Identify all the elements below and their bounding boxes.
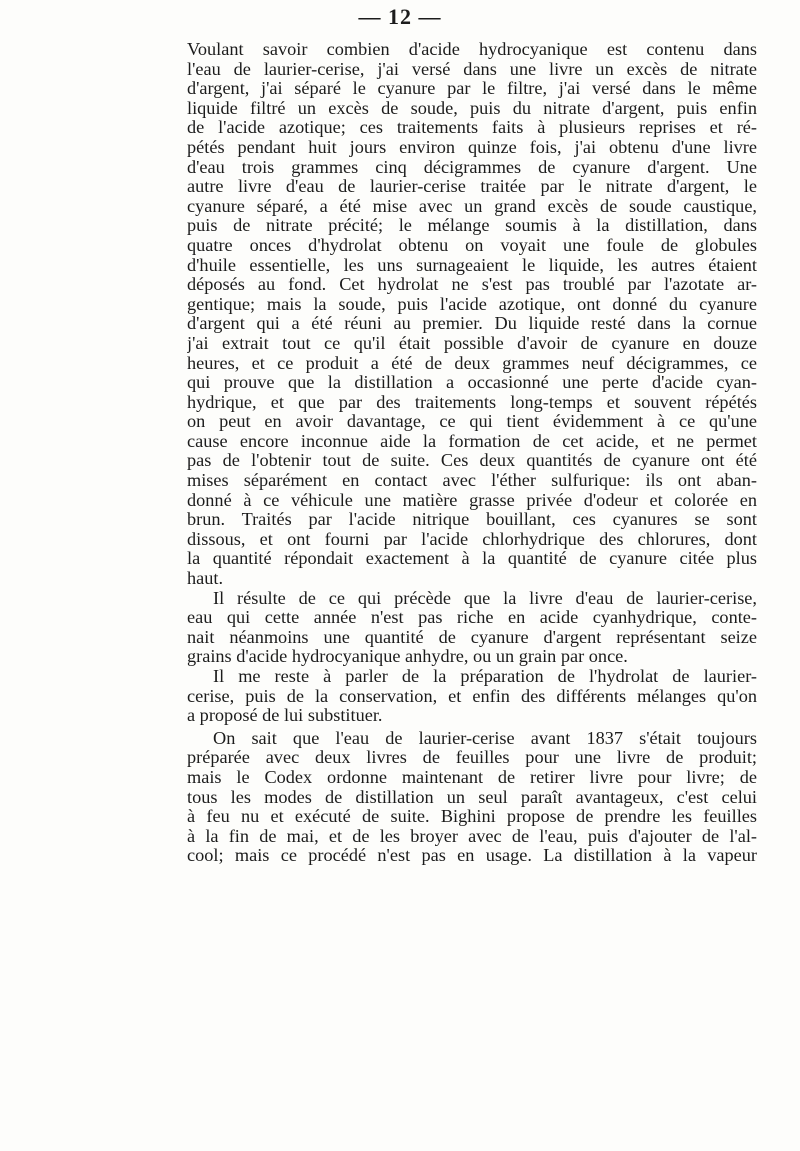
page-number: — 12 — — [358, 4, 442, 29]
text-line: préparée avec deux livres de feuilles pour une livre de produit; — [187, 748, 757, 768]
paragraph — [187, 729, 757, 866]
text-line: cool; mais ce procédé n'est pas en usage. La distillation à la vapeur — [187, 846, 757, 866]
text-line: à feu nu et exécuté de suite. Bighini propose de prendre les feuilles — [187, 807, 757, 827]
text-line: tous les modes de distillation un seul paraît avantageux, c'est celui — [187, 787, 757, 807]
text-line: heures, et ce produit a été de deux grammes neuf décigrammes, ce — [187, 353, 757, 373]
text-line: autre livre d'eau de laurier-cerise traitée par le nitrate d'argent, le — [187, 177, 757, 197]
text-line: pétés pendant huit jours environ quinze fois, j'ai obtenu d'une livre — [187, 137, 757, 157]
text-line: Voulant savoir combien d'acide hydrocyanique est contenu dans — [187, 40, 757, 59]
text-line: On sait que l'eau de laurier-cerise avant 1837 s'était toujours — [213, 728, 757, 748]
text-line: liquide filtré un excès de soude, puis du nitrate d'argent, puis enfin — [187, 98, 757, 118]
text-line: brun. Traités par l'acide nitrique bouillant, ces cyanures se sont — [187, 510, 757, 530]
text-line: l'eau de laurier-cerise, j'ai versé dans une livre un excès de nitrate — [187, 59, 757, 79]
paragraph — [187, 589, 757, 667]
body-text — [187, 40, 757, 866]
text-line: à la fin de mai, et de les broyer avec de l'eau, puis d'ajouter de l'al- — [187, 826, 757, 846]
text-line: gentique; mais la soude, puis l'acide azotique, ont donné du cyanure — [187, 294, 757, 314]
text-line: Il me reste à parler de la préparation de l'hydrolat de laurier- — [213, 667, 757, 686]
text-line: cerise, puis de la conservation, et enfin des différents mélanges qu'on — [187, 686, 757, 706]
text-line: dissous, et ont fourni par l'acide chlorhydrique des chlorures, dont — [187, 529, 757, 549]
text-line: d'eau trois grammes cinq décigrammes de cyanure d'argent. Une — [187, 157, 757, 177]
text-line: cause encore inconnue aide la formation de cet acide, et ne permet — [187, 431, 757, 451]
text-line: pas de l'obtenir tout de suite. Ces deux quantités de cyanure ont été — [187, 451, 757, 471]
text-line: mais le Codex ordonne maintenant de retirer livre pour livre; de — [187, 767, 757, 787]
text-line: déposés au fond. Cet hydrolat ne s'est pas troublé par l'azotate ar- — [187, 275, 757, 295]
text-line: cyanure séparé, a été mise avec un grand excès de soude caustique, — [187, 196, 757, 216]
text-line: de l'acide azotique; ces traitements faits à plusieurs reprises et ré- — [187, 118, 757, 138]
text-line: eau qui cette année n'est pas riche en acide cyanhydrique, conte- — [187, 608, 757, 628]
text-line: puis de nitrate précité; le mélange soumis à la distillation, dans — [187, 216, 757, 236]
text-line: d'argent, j'ai séparé le cyanure par le filtre, j'ai versé dans le même — [187, 79, 757, 99]
text-line: haut. — [187, 569, 224, 589]
paragraph — [187, 40, 757, 589]
text-line: grains d'acide hydrocyanique anhydre, ou un grain par once. — [187, 647, 628, 667]
text-line: j'ai extrait tout ce qu'il était possible d'avoir de cyanure en douze — [187, 333, 757, 353]
text-line: qui prouve que la distillation a occasionné une perte d'acide cyan- — [187, 373, 757, 393]
text-line: mises séparément en contact avec l'éther sulfurique: ils ont aban- — [187, 471, 757, 491]
text-line: Il résulte de ce qui précède que la livre d'eau de laurier-cerise, — [213, 588, 757, 608]
text-line: hydrique, et que par des traitements long-temps et souvent répétés — [187, 392, 757, 412]
text-line: a proposé de lui substituer. — [187, 706, 383, 726]
paragraph — [187, 667, 757, 726]
text-line: d'argent qui a été réuni au premier. Du liquide resté dans la cornue — [187, 314, 757, 334]
text-line: quatre onces d'hydrolat obtenu on voyait une foule de globules — [187, 235, 757, 255]
text-line: on peut en avoir davantage, ce qui tient évidemment à ce qu'une — [187, 412, 757, 432]
text-line: la quantité répondait exactement à la quantité de cyanure citée plus — [187, 549, 757, 569]
text-line: nait néanmoins une quantité de cyanure d'argent représentant seize — [187, 627, 757, 647]
text-line: d'huile essentielle, les uns surnageaient le liquide, les autres étaient — [187, 255, 757, 275]
text-line: donné à ce véhicule une matière grasse privée d'odeur et colorée en — [187, 490, 757, 510]
